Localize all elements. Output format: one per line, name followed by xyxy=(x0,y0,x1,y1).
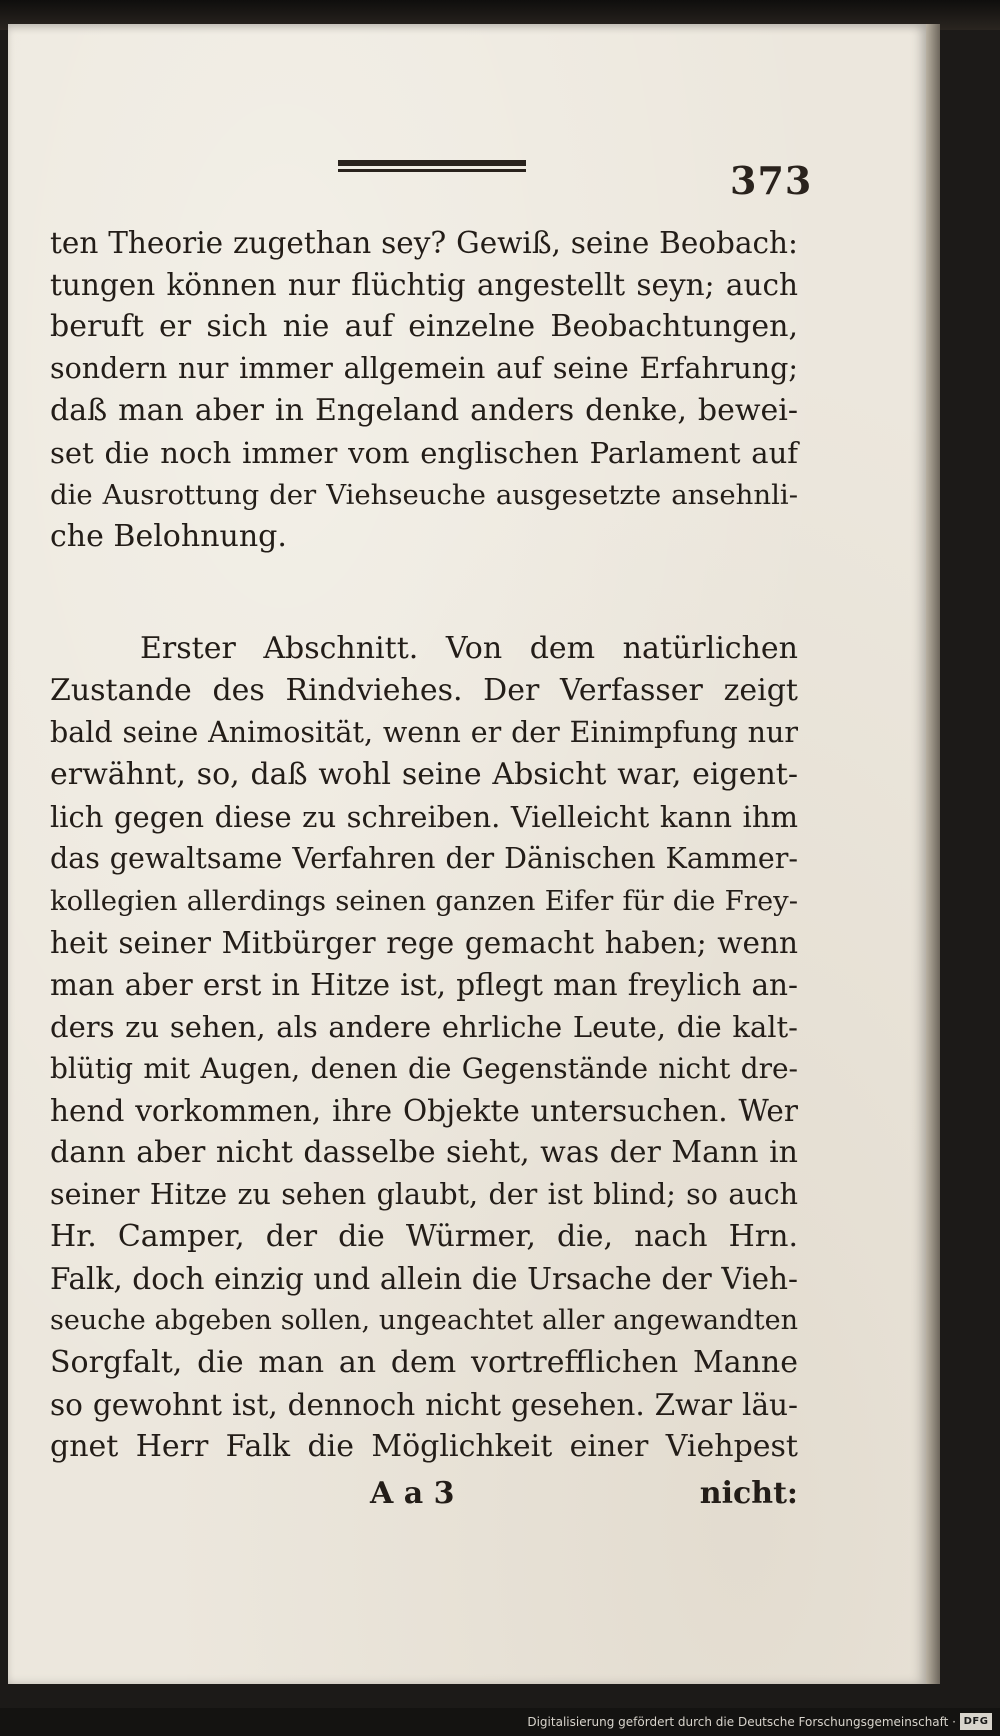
page-foot-row xyxy=(50,1476,798,1520)
text-line: daß man aber in Engeland anders denke, bewei- xyxy=(50,393,798,428)
text-line: Falk, doch einzig und allein die Ursache der Vieh- xyxy=(50,1262,798,1296)
header-rule-thick xyxy=(338,160,526,166)
paragraph-continuation xyxy=(50,222,798,558)
text-line: Zustande des Rindviehes. Der Verfasser zeigt xyxy=(50,673,798,708)
text-line: man aber erst in Hitze ist, pflegt man freylich an- xyxy=(50,968,798,1002)
text-line: gnet Herr Falk die Möglichkeit einer Viehpest xyxy=(50,1429,798,1464)
text-line: sondern nur immer allgemein auf seine Erfahrung; xyxy=(50,352,798,385)
text-line: Hr. Camper, der die Würmer, die, nach Hrn. xyxy=(50,1219,798,1254)
text-line: blütig mit Augen, denen die Gegenstände nicht dre- xyxy=(50,1052,798,1085)
text-line: die Ausrottung der Viehseuche ausgesetzte ansehnli- xyxy=(50,479,798,511)
page-number: 373 xyxy=(730,158,813,203)
funding-credit: Digitalisierung gefördert durch die Deutsche Forschungsgemeinschaft · xyxy=(527,1715,956,1729)
text-line: das gewaltsame Verfahren der Dänischen Kammer- xyxy=(50,842,798,875)
text-line: che Belohnung. xyxy=(50,519,287,554)
text-line: erwähnt, so, daß wohl seine Absicht war, eigent- xyxy=(50,757,798,792)
text-line: set die noch immer vom englischen Parlament auf xyxy=(50,436,798,470)
text-line: dann aber nicht dasselbe sieht, was der Mann in xyxy=(50,1135,798,1170)
text-line: ten Theorie zugethan sey? Gewiß, seine Beobach: xyxy=(50,226,798,260)
dfg-logo: DFG xyxy=(960,1713,992,1730)
page-edge-shadow xyxy=(926,24,940,1684)
text-line: tungen können nur flüchtig angestellt seyn; auch xyxy=(50,268,798,302)
digitization-footer xyxy=(0,1708,1000,1736)
catchword: nicht: xyxy=(699,1476,798,1511)
printer-signature: A a 3 xyxy=(370,1476,455,1511)
text-line: kollegien allerdings seinen ganzen Eifer für die Frey- xyxy=(50,885,798,917)
text-line: hend vorkommen, ihre Objekte untersuchen. Wer xyxy=(50,1094,798,1128)
text-line: beruft er sich nie auf einzelne Beobachtungen, xyxy=(50,309,798,344)
section-heading-line: Erster Abschnitt. Von dem natürlichen xyxy=(140,631,798,666)
text-line: so gewohnt ist, dennoch nicht gesehen. Zwar läu- xyxy=(50,1388,798,1422)
paragraph-erster-abschnitt xyxy=(50,628,798,1468)
text-line: ders zu sehen, als andere ehrliche Leute, die kalt- xyxy=(50,1010,798,1044)
text-line: bald seine Animosität, wenn er der Einimpfung nur xyxy=(50,716,798,749)
header-ornament-rule xyxy=(338,160,526,174)
header-rule-thin xyxy=(338,169,526,172)
text-line: seiner Hitze zu sehen glaubt, der ist blind; so auch xyxy=(50,1178,798,1211)
text-line: lich gegen diese zu schreiben. Vielleicht kann ihm xyxy=(50,800,798,834)
text-line: Sorgfalt, die man an dem vortrefflichen Manne xyxy=(50,1345,798,1380)
text-line: heit seiner Mitbürger rege gemacht haben; wenn xyxy=(50,926,798,960)
text-line: seuche abgeben sollen, ungeachtet aller angewandten xyxy=(50,1305,798,1336)
